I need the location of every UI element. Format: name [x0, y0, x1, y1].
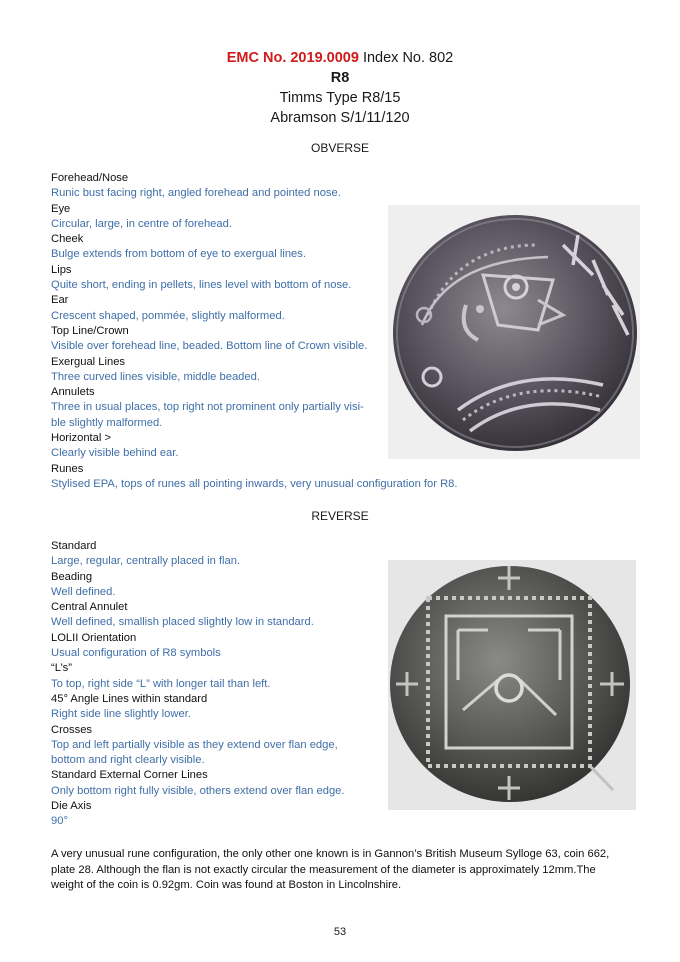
field-label: “L’s”: [51, 662, 72, 675]
field-value: Three curved lines visible, middle beaded.: [51, 370, 260, 383]
field-value: Circular, large, in centre of forehead.: [51, 217, 232, 230]
field-label: Horizontal >: [51, 432, 112, 445]
field-value: bottom and right clearly visible.: [51, 754, 205, 767]
obverse-coin-drawing: [388, 205, 640, 459]
field-label: Ear: [51, 294, 69, 307]
field-value: Well defined.: [51, 585, 116, 598]
field-value: Top and left partially visible as they extend over flan edge,: [51, 738, 338, 751]
field-value: Right side line slightly lower.: [51, 708, 191, 721]
header-line-1: [0, 48, 680, 68]
field-value: Stylised EPA, tops of runes all pointing inwards, very unusual configuration for R8.: [51, 477, 458, 490]
index-number: Index No. 802: [362, 50, 454, 66]
field-label: 45° Angle Lines within standard: [51, 692, 208, 705]
field-label: Crosses: [51, 723, 93, 736]
field-label: Annulets: [51, 386, 95, 399]
field-label: Die Axis: [51, 800, 92, 813]
field-label: Runes: [51, 462, 84, 475]
obverse-coin-image: [388, 205, 640, 459]
field-value: Three in usual places, top right not prominent only partially visi-: [51, 401, 364, 414]
field-label: Lips: [51, 263, 72, 276]
reverse-fields: [51, 539, 391, 830]
field-value: ble slightly malformed.: [51, 416, 163, 429]
reverse-coin-image: [388, 560, 636, 810]
field-value: 90°: [51, 815, 68, 828]
field-value: Only bottom right fully visible, others extend over flan edge.: [51, 784, 345, 797]
emc-number: EMC No. 2019.0009: [226, 50, 359, 66]
notes-line: weight of the coin is 0.92gm. Coin was found at Boston in Lincolnshire.: [51, 879, 402, 891]
field-value: Runic bust facing right, angled forehead and pointed nose.: [51, 187, 341, 200]
notes-line: A very unusual rune configuration, the only other one known is in Gannon’s British Museum Sylloge 63, coin 662,: [51, 848, 610, 860]
field-value: Quite short, ending in pellets, lines level with bottom of nose.: [51, 279, 352, 292]
field-value: Crescent shaped, pommée, slightly malformed.: [51, 309, 285, 322]
field-value: Clearly visible behind ear.: [51, 447, 179, 460]
obverse-title: OBVERSE: [310, 141, 370, 155]
page-number: 53: [333, 926, 347, 938]
catalogue-header: [0, 48, 680, 128]
field-value: Bulge extends from bottom of eye to exergual lines.: [51, 248, 306, 261]
field-value: Large, regular, centrally placed in flan.: [51, 555, 241, 568]
field-label: Eye: [51, 202, 71, 215]
field-label: Central Annulet: [51, 601, 128, 614]
field-value: To top, right side “L” with longer tail than left.: [51, 677, 271, 690]
abramson-ref: Abramson S/1/11/120: [270, 110, 410, 126]
timms-type: Timms Type R8/15: [279, 90, 401, 106]
field-value: Usual configuration of R8 symbols: [51, 647, 221, 660]
field-value: Visible over forehead line, beaded. Bottom line of Crown visible.: [51, 340, 368, 353]
type-code: R8: [330, 70, 350, 86]
field-label: Exergual Lines: [51, 355, 126, 368]
field-label: Top Line/Crown: [51, 324, 129, 337]
field-label: Standard: [51, 540, 97, 552]
field-label: LOLII Orientation: [51, 631, 137, 644]
field-label: Forehead/Nose: [51, 172, 129, 184]
field-label: Standard External Corner Lines: [51, 769, 208, 782]
notes-line: plate 28. Although the flan is not exactly circular the measurement of the diameter is approximately 12mm.The: [51, 863, 596, 876]
reverse-coin-drawing: [388, 560, 636, 810]
obverse-fields: [51, 171, 458, 492]
field-label: Cheek: [51, 233, 84, 246]
field-value: Well defined, smallish placed slightly low in standard.: [51, 616, 314, 629]
notes-paragraph: [51, 847, 641, 894]
field-label: Beading: [51, 570, 93, 583]
reverse-title: REVERSE: [311, 509, 369, 523]
